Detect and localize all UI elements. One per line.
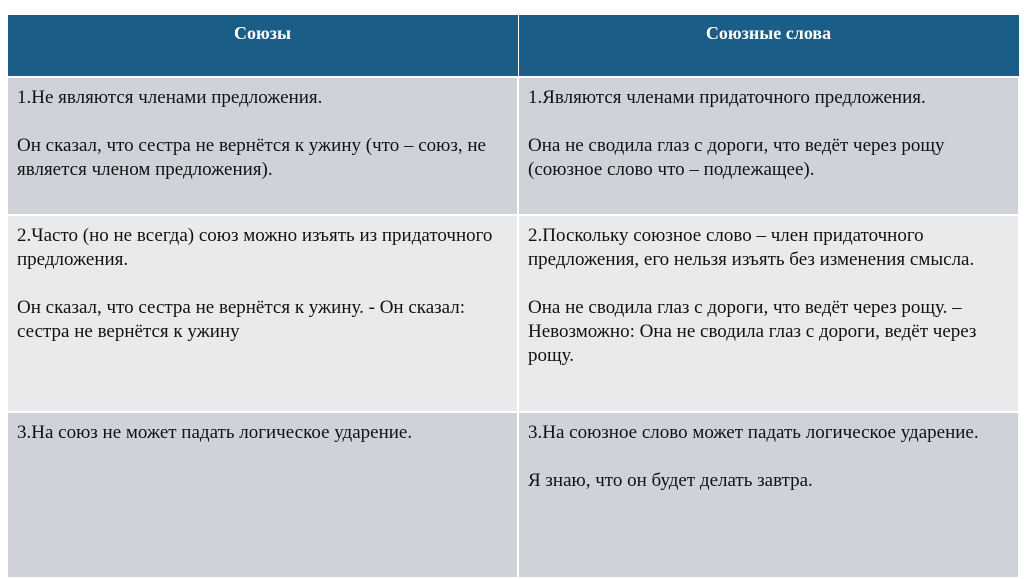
header-conjunctive-words: Союзные слова bbox=[518, 15, 1019, 77]
table-cell bbox=[7, 77, 518, 215]
cell-rule-text: 3.На союз не может падать логическое ударение. bbox=[17, 421, 413, 443]
cell-rule-text: 1.Являются членами придаточного предложения. bbox=[528, 86, 926, 108]
table-cell bbox=[518, 77, 1019, 215]
cell-rule-text: 2.Поскольку союзное слово – член придаточного предложения, его нельзя изъять без изменения смысла. bbox=[528, 224, 975, 270]
table-row bbox=[7, 215, 1019, 412]
header-conjunctions: Союзы bbox=[7, 15, 518, 77]
cell-example-text: Он сказал, что сестра не вернётся к ужину. - Он сказал: сестра не вернётся к ужину bbox=[17, 296, 466, 342]
table-cell bbox=[7, 215, 518, 412]
cell-example-text: Он сказал, что сестра не вернётся к ужину (что – союз, не является членом предложения). bbox=[17, 134, 486, 180]
table-header-row bbox=[7, 15, 1019, 77]
table-row bbox=[7, 77, 1019, 215]
cell-example-text: Она не сводила глаз с дороги, что ведёт через рощу (союзное слово что – подлежащее). bbox=[528, 134, 945, 180]
comparison-table bbox=[6, 14, 1020, 579]
cell-example-text: Я знаю, что он будет делать завтра. bbox=[528, 469, 813, 491]
cell-example-text: Она не сводила глаз с дороги, что ведёт через рощу. – Невозможно: Она не сводила глаз с дороги, ведёт через рощу. bbox=[528, 296, 977, 366]
table-cell bbox=[518, 412, 1019, 578]
table-row bbox=[7, 412, 1019, 578]
table-cell bbox=[518, 215, 1019, 412]
cell-rule-text: 1.Не являются членами предложения. bbox=[17, 86, 323, 108]
cell-rule-text: 2.Часто (но не всегда) союз можно изъять из придаточного предложения. bbox=[17, 224, 493, 270]
cell-rule-text: 3.На союзное слово может падать логическое ударение. bbox=[528, 421, 979, 443]
table-cell bbox=[7, 412, 518, 578]
